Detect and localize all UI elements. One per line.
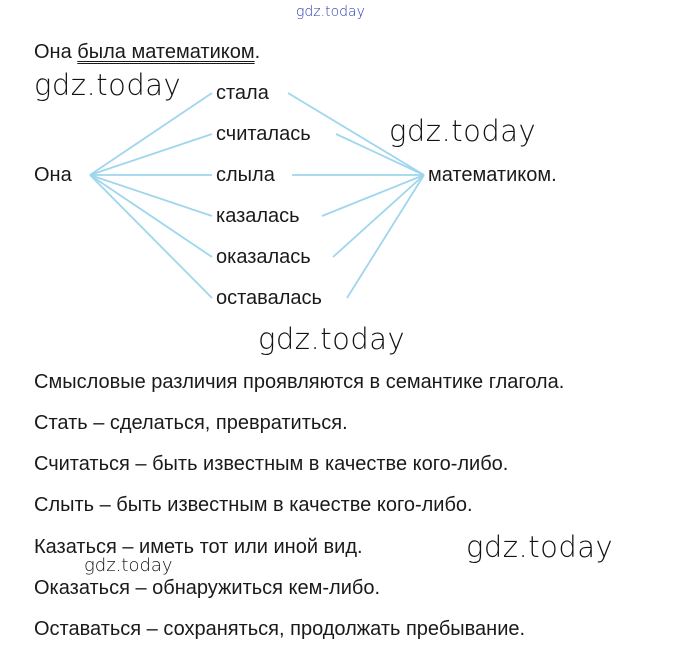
verb-4: казалась bbox=[216, 205, 300, 227]
verb-5: оказалась bbox=[216, 246, 311, 268]
watermark-1: gdz.today bbox=[34, 68, 182, 102]
sentence-subject: Она bbox=[34, 41, 72, 63]
explanation-5: Казаться – иметь тот или иной вид. bbox=[34, 536, 363, 558]
watermark-2: gdz.today bbox=[389, 114, 537, 148]
line-left-2 bbox=[90, 134, 212, 175]
line-left-4 bbox=[90, 175, 212, 216]
explanation-4: Слыть – быть известным в качестве кого-либо. bbox=[34, 494, 473, 516]
watermark-3: gdz.today bbox=[258, 322, 406, 356]
line-right-4 bbox=[322, 175, 424, 216]
verb-1: стала bbox=[216, 82, 269, 104]
explanation-3: Считаться – быть известным в качестве кого-либо. bbox=[34, 453, 509, 475]
line-left-1 bbox=[90, 93, 212, 175]
explanation-6: Оказаться – обнаружиться кем-либо. bbox=[34, 577, 381, 599]
line-right-5 bbox=[333, 175, 424, 257]
explanation-2: Стать – сделаться, превратиться. bbox=[34, 412, 348, 434]
verb-3: слыла bbox=[216, 164, 275, 186]
verb-6: оставалась bbox=[216, 287, 322, 309]
verb-2: считалась bbox=[216, 123, 311, 145]
watermark-top: gdz.today bbox=[296, 4, 365, 20]
diagram-left-label: Она bbox=[34, 164, 72, 186]
sentence-predicate: была математиком bbox=[77, 41, 255, 63]
diagram-right-label: математиком. bbox=[428, 164, 557, 186]
watermark-4: gdz.today bbox=[466, 530, 614, 564]
explanation-1: Смысловые различия проявляются в семантике глагола. bbox=[34, 371, 565, 393]
watermark-5: gdz.today bbox=[84, 555, 173, 576]
line-left-6 bbox=[90, 175, 212, 298]
line-right-6 bbox=[347, 175, 424, 298]
explanation-7: Оставаться – сохраняться, продолжать пребывание. bbox=[34, 618, 526, 640]
line-left-5 bbox=[90, 175, 212, 257]
sentence-period: . bbox=[254, 41, 261, 63]
